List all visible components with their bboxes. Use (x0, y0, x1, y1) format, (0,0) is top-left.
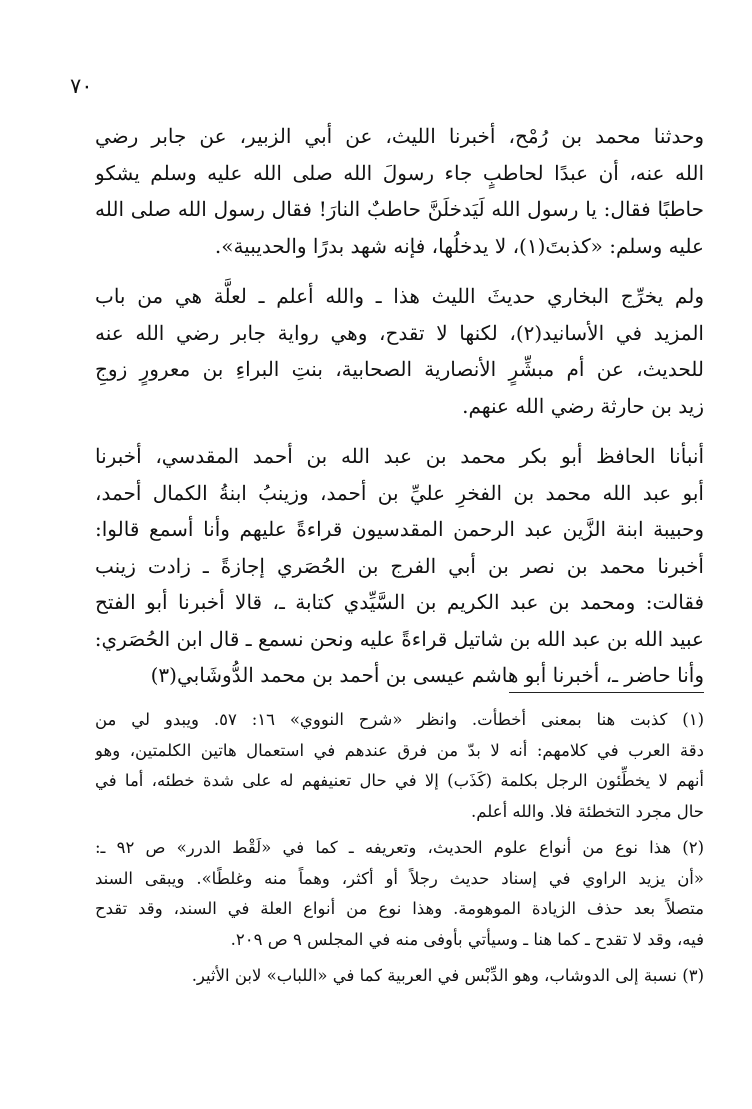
text-line: ولم يخرِّج البخاري حديثَ الليث هذا ـ والله أعلم ـ لعلَّة هي من باب (95, 284, 704, 308)
paragraph (95, 278, 704, 424)
paragraph (95, 118, 704, 264)
text-line: زيد بن حارثة رضي الله عنهم. (462, 393, 704, 418)
footnote-line: «أن يزيد الراوي في إسناد حديث رجلاً أو أكثر، وهماً منه وغلطًا». ويبقى السند (95, 868, 704, 888)
main-text (95, 118, 704, 694)
footnote-line: دقة العرب في كلامهم: أنه لا بدّ من فرق عندهم في استعمال هاتين الكلمتين، وهو (95, 740, 704, 760)
footnote-line: أنهم لا يخطِّئون الرجل بكلمة (كَذَب) إلا في حال تعنيفهم له على شدة خطئه، أما في (95, 771, 704, 790)
footnote-line: (٣) نسبة إلى الدوشاب، وهو الدِّبْس في العربية كما في «اللباب» لابن الأثير. (191, 966, 704, 985)
footnote-line: (٢) هذا نوع من أنواع علوم الحديث، وتعريفه ـ كما في «لَقْط الدرر» ص ٩٢ ـ: (95, 838, 704, 857)
text-line: أنبأنا الحافظ أبو بكر محمد بن عبد الله بن أحمد المقدسي، أخبرنا (95, 444, 704, 468)
footnotes (95, 705, 704, 992)
footnote-separator (509, 692, 704, 693)
text-line: وحبيبة ابنة الزَّين عبد الرحمن المقدسيون قراءةً عليهم وأنا أسمع قالوا: (95, 517, 704, 541)
footnote-line: (١) كذبت هنا بمعنى أخطأت. وانظر «شرح النووي» ١٦: ٥٧. ويبدو لي من (95, 710, 704, 729)
text-line: حاطبًا فقال: يا رسول الله لَيَدخلَنَّ حاطبٌ النارَ! فقال رسول الله صلى الله (95, 197, 704, 221)
text-line: للحديث، عن أم مبشِّرٍ الأنصارية الصحابية، بنتِ البراءِ بن معرورٍ زوجِ (95, 357, 704, 381)
text-line: وأنا حاضر ـ، أخبرنا أبو هاشم عيسى بن أحمد بن محمد الدُّوشَابي(٣) (150, 663, 704, 687)
footnote-line: متصلاً بعد حذف الزيادة الموهومة. وهذا نوع من أنواع العلة في السند، وقد تقدح (95, 899, 704, 918)
text-line: الله عنه، أن عبدًا لحاطبٍ جاء رسولَ الله صلى الله عليه وسلم يشكو (95, 160, 704, 185)
text-line: عبيد الله بن عبد الله بن شاتيل قراءةً عليه ونحن نسمع ـ قال ابن الحُصَري: (95, 626, 704, 651)
footnote (95, 961, 704, 992)
text-line: أخبرنا محمد بن نصر بن أبي الفرج بن الحُصَري إجازةً ـ زادت زينب (95, 553, 704, 578)
footnote-line: فيه، وقد لا تقدح ـ كما هنا ـ وسيأتي بأوفى منه في المجلس ٩ ص ٢٠٩. (230, 929, 704, 949)
text-line: فقالت: ومحمد بن عبد الكريم بن السَّيِّدي كتابة ـ، قالا أخبرنا أبو الفتح (95, 590, 704, 614)
footnote (95, 833, 704, 955)
paragraph (95, 438, 704, 694)
text-line: عليه وسلم: «كذبتَ(١)، لا يدخلُها، فإنه شهد بدرًا والحديبية». (214, 233, 704, 258)
text-line: أبو عبد الله محمد بن الفخرِ عليِّ بن أحمد، وزينبُ ابنةُ الكمال أحمد، (95, 480, 704, 505)
page-number: ٧٠ (70, 74, 93, 98)
footnote-line: حال مجرد التخطئة فلا. والله أعلم. (471, 801, 704, 821)
text-line: وحدثنا محمد بن رُمْح، أخبرنا الليث، عن أبي الزبير، عن جابر رضي (95, 124, 704, 148)
footnote (95, 705, 704, 827)
text-line: المزيد في الأسانيد(٢)، لكنها لا تقدح، وهي رواية جابر رضي الله عنه (95, 320, 704, 345)
